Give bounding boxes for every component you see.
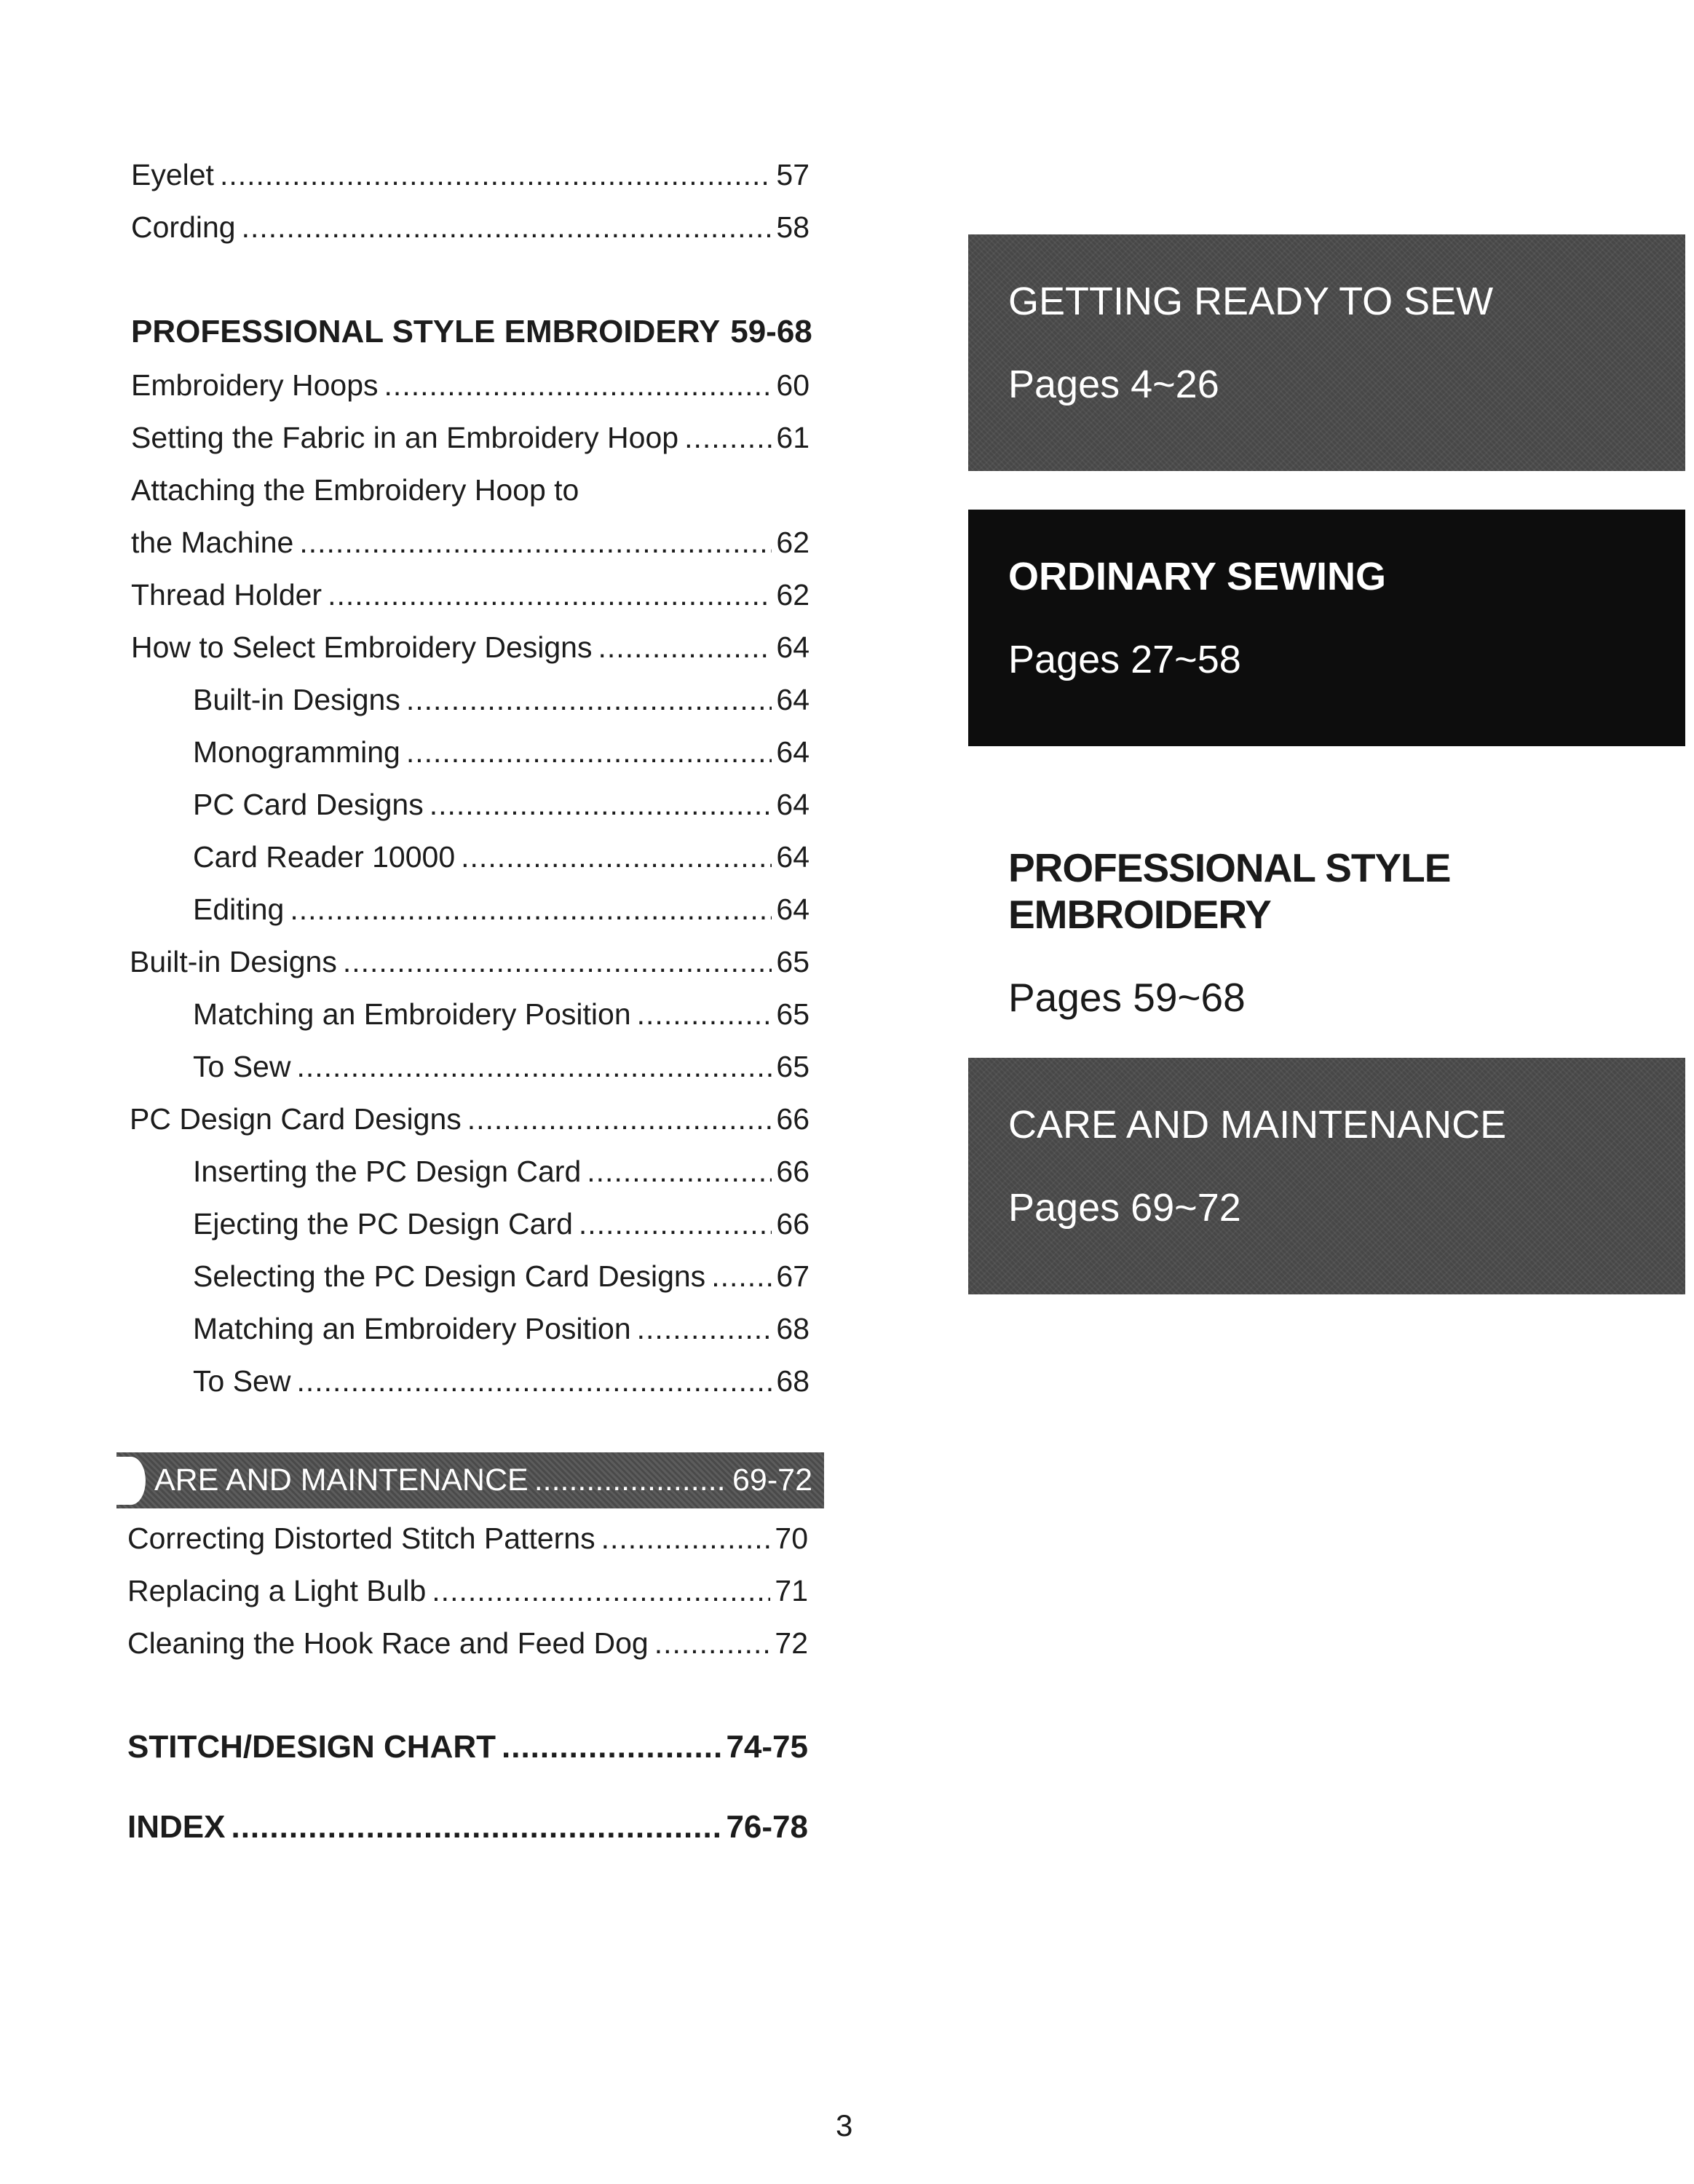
dot-leader — [534, 1452, 728, 1508]
section-box-ordinary-sewing[interactable] — [968, 510, 1685, 746]
dot-leader — [242, 208, 772, 246]
toc-entry-page: 64 — [776, 840, 810, 874]
toc-entry-page: 68 — [776, 1312, 810, 1345]
section-pages: Pages 69~72 — [1008, 1186, 1241, 1230]
toc-entry-page: 62 — [776, 578, 810, 612]
toc-heading-label: STITCH/DESIGN CHART — [127, 1729, 496, 1765]
toc-entry-page: 65 — [776, 1050, 810, 1083]
toc-entry-setting-fabric[interactable] — [131, 419, 810, 456]
toc-heading-page: 76-78 — [726, 1809, 808, 1845]
toc-entry-label: Selecting the PC Design Card Designs — [193, 1259, 706, 1293]
toc-entry-how-to-select[interactable] — [131, 628, 810, 666]
dot-leader — [637, 995, 772, 1033]
section-title: PROFESSIONAL STYLE EMBROIDERY — [1008, 845, 1451, 937]
toc-entry-ejecting-card[interactable] — [193, 1205, 810, 1243]
toc-entry-label: Built-in Designs — [130, 945, 337, 978]
toc-entry-page: 66 — [776, 1102, 810, 1136]
section-title: CARE AND MAINTENANCE — [1008, 1103, 1507, 1147]
section-title: GETTING READY TO SEW — [1008, 280, 1494, 323]
toc-entry-selecting-card-designs[interactable] — [193, 1257, 810, 1295]
toc-heading-care-maintenance[interactable] — [116, 1452, 824, 1508]
toc-entry-label: Matching an Embroidery Position — [193, 997, 631, 1031]
toc-entry-builtin-designs[interactable] — [130, 943, 810, 981]
toc-entry-editing[interactable] — [193, 890, 810, 928]
toc-entry-monogramming[interactable] — [193, 733, 810, 771]
toc-entry-label: PC Design Card Designs — [130, 1102, 462, 1136]
toc-entry-correcting-patterns[interactable] — [127, 1519, 808, 1557]
toc-entry-page: 64 — [776, 893, 810, 926]
toc-entry-cording[interactable] — [131, 208, 810, 246]
dot-leader — [231, 1808, 721, 1846]
toc-entry-replacing-bulb[interactable] — [127, 1572, 808, 1610]
toc-entry-page: 62 — [776, 526, 810, 559]
toc-entry-page: 61 — [776, 421, 810, 454]
toc-entry-label: Correcting Distorted Stitch Patterns — [127, 1522, 595, 1555]
toc-heading-stitch-chart[interactable] — [127, 1728, 808, 1766]
section-pages: Pages 4~26 — [1008, 363, 1219, 406]
dot-leader — [290, 890, 772, 928]
dot-leader — [384, 366, 772, 404]
dot-leader — [711, 1257, 772, 1295]
toc-entry-page: 72 — [775, 1626, 808, 1660]
toc-entry-page: 60 — [776, 368, 810, 402]
toc-entry-page: 58 — [776, 210, 810, 244]
toc-heading-label: ARE AND MAINTENANCE — [154, 1463, 529, 1497]
toc-entry-to-sew-1[interactable] — [193, 1048, 810, 1085]
toc-entry-page: 65 — [776, 997, 810, 1031]
section-pages: Pages 59~68 — [1008, 975, 1246, 1020]
toc-entry-label: How to Select Embroidery Designs — [131, 630, 593, 664]
toc-entry-label: Replacing a Light Bulb — [127, 1574, 427, 1607]
toc-entry-builtin-designs-sub[interactable] — [193, 681, 810, 719]
dot-leader — [467, 1100, 772, 1138]
toc-heading-page: 69-72 — [732, 1463, 812, 1497]
toc-entry-attaching-line1[interactable]: Attaching the Embroidery Hoop to — [131, 473, 579, 507]
index-tab-mark — [116, 1457, 146, 1505]
toc-entry-label: Card Reader 10000 — [193, 840, 456, 874]
dot-leader — [684, 419, 772, 456]
toc-entry-label: Thread Holder — [131, 578, 322, 612]
toc-entry-pc-design-card-designs[interactable] — [130, 1100, 810, 1138]
toc-entry-page: 68 — [776, 1364, 810, 1398]
dot-leader — [296, 1048, 772, 1085]
section-box-professional-embroidery[interactable] — [1008, 844, 1693, 1021]
toc-entry-page: 66 — [776, 1155, 810, 1188]
dot-leader — [299, 523, 772, 561]
page-number: 3 — [836, 2108, 853, 2143]
toc-entry-page: 71 — [775, 1574, 808, 1607]
toc-entry-label: Matching an Embroidery Position — [193, 1312, 631, 1345]
toc-entry-card-reader[interactable] — [193, 838, 810, 876]
dot-leader — [343, 943, 772, 981]
dot-leader — [406, 681, 772, 719]
toc-entry-page: 64 — [776, 630, 810, 664]
dot-leader — [406, 733, 772, 771]
dot-leader — [432, 1572, 770, 1610]
toc-heading-embroidery[interactable] — [131, 313, 811, 351]
toc-entry-label: Cording — [131, 210, 236, 244]
toc-entry-label: Built-in Designs — [193, 683, 400, 716]
toc-heading-index[interactable] — [127, 1808, 808, 1846]
toc-entry-to-sew-2[interactable] — [193, 1362, 810, 1400]
toc-entry-label: To Sew — [193, 1050, 291, 1083]
section-box-care-maintenance[interactable] — [968, 1058, 1685, 1294]
section-pages: Pages 27~58 — [1008, 638, 1241, 681]
toc-entry-label: Monogramming — [193, 735, 400, 769]
toc-entry-page: 70 — [775, 1522, 808, 1555]
dot-leader — [502, 1728, 721, 1766]
dot-leader — [430, 786, 772, 823]
toc-entry-page: 64 — [776, 788, 810, 821]
toc-entry-matching-position-1[interactable] — [193, 995, 810, 1033]
toc-entry-label: Ejecting the PC Design Card — [193, 1207, 573, 1241]
toc-entry-matching-position-2[interactable] — [193, 1310, 810, 1348]
toc-entry-page: 64 — [776, 735, 810, 769]
toc-heading-page: 59-68 — [730, 314, 812, 349]
toc-entry-page: 67 — [776, 1259, 810, 1293]
toc-entry-page: 57 — [776, 158, 810, 191]
toc-entry-thread-holder[interactable] — [131, 576, 810, 614]
dot-leader — [579, 1205, 772, 1243]
toc-entry-embroidery-hoops[interactable] — [131, 366, 810, 404]
toc-entry-page: 64 — [776, 683, 810, 716]
toc-entry-label: Cleaning the Hook Race and Feed Dog — [127, 1626, 649, 1660]
dot-leader — [220, 156, 772, 194]
toc-heading-page: 74-75 — [726, 1729, 808, 1765]
dot-leader — [637, 1310, 772, 1348]
toc-entry-label: Setting the Fabric in an Embroidery Hoop — [131, 421, 679, 454]
toc-heading-label: PROFESSIONAL STYLE EMBROIDERY — [131, 314, 721, 349]
toc-entry-cleaning-hook[interactable] — [127, 1624, 808, 1662]
section-box-getting-ready[interactable] — [968, 234, 1685, 471]
toc-entry-label: Eyelet — [131, 158, 214, 191]
toc-entry-pc-card-designs[interactable] — [193, 786, 810, 823]
toc-entry-label: Inserting the PC Design Card — [193, 1155, 582, 1188]
toc-entry-label: PC Card Designs — [193, 788, 424, 821]
toc-entry-attaching-line2[interactable] — [131, 523, 810, 561]
toc-entry-label: Embroidery Hoops — [131, 368, 379, 402]
toc-entry-label: the Machine — [131, 526, 294, 559]
section-title: ORDINARY SEWING — [1008, 555, 1387, 598]
toc-entry-label: Editing — [193, 893, 285, 926]
toc-heading-label: INDEX — [127, 1809, 226, 1845]
toc-entry-inserting-card[interactable] — [193, 1152, 810, 1190]
dot-leader — [328, 576, 772, 614]
dot-leader — [587, 1152, 772, 1190]
dot-leader — [598, 628, 772, 666]
toc-entry-page: 66 — [776, 1207, 810, 1241]
dot-leader — [601, 1519, 771, 1557]
dot-leader — [461, 838, 772, 876]
dot-leader — [654, 1624, 771, 1662]
toc-entry-eyelet[interactable] — [131, 156, 810, 194]
table-of-contents — [0, 0, 859, 1966]
toc-entry-page: 65 — [776, 945, 810, 978]
toc-entry-label: To Sew — [193, 1364, 291, 1398]
dot-leader — [296, 1362, 772, 1400]
